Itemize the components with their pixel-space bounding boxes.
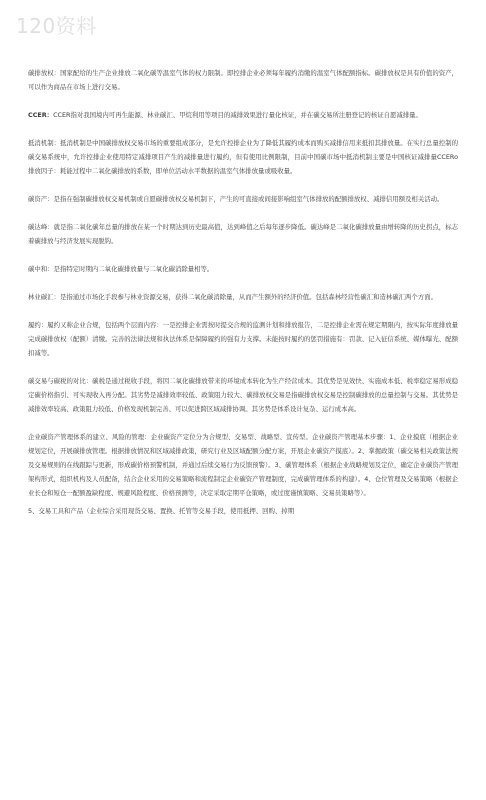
paragraph-text: 碳排放权：国家配给的生产企业排放二氧化碳等温室气体的权力限制。即控排企业必须每年履约消缴的温室气体配额指标。碳排放权是具有价值的资产，可以作为商品在市场上进行交易。 bbox=[28, 69, 458, 91]
document-body bbox=[28, 66, 458, 532]
paragraph-text: 碳中和：是指特定时期内二氧化碳排放量与二氧化碳消除量相等。 bbox=[28, 265, 214, 273]
paragraph bbox=[28, 262, 458, 276]
watermark-text: 120资料 bbox=[16, 14, 97, 38]
paragraph bbox=[28, 108, 458, 122]
term-label: CCER： bbox=[28, 111, 54, 119]
paragraph-text: 碳资产：是指在强制碳排放权交易机制或自愿碳排放权交易机制下，产生的可直接或间接影响组室气体排放的配额排放权、减排信用额及相关活动。 bbox=[28, 195, 444, 203]
paragraph-text: 5、交易工具和产品（企业综合采用现货交易、置换、托管等交易手段，使用抵押、回购、掉期 bbox=[28, 507, 295, 515]
paragraph-text: 履约：履约又称企业合规，包括两个层面内容：一是控排企业需按时提交合规的监测计划和排放报告，二是控排企业需在规定期限内，按实际年度排放量完成碳排放权（配额）清缴。完善的法律法规和执法体系是保障履约的强有力支撑。未能按时履约的惩罚措施有：罚款、记入征信系统、媒体曝光、配额扣减等。 bbox=[28, 321, 458, 357]
paragraph-text: 林业碳汇：是指通过市场化手段参与林业资源交易，获得二氧化碳消除量，从而产生额外的经济价值。包括森林经营性碳汇和造林碳汇两个方面。 bbox=[28, 293, 437, 301]
paragraph bbox=[28, 374, 458, 416]
paragraph-text: 碳交易与碳税的对比：碳税是通过税收手段，将因二氧化碳排放带来的环境成本转化为生产经营成本。其优势是见效快、实施成本低、税率稳定易形成稳定碳价格指引、可实现收入再分配。其劣势是减排效率较低、政策阻力较大、碳排放权交易是指碳排放权交易是控制碳排放的总量控制与交易。其优势是减排效率较高、政策阻力较低、价格发现机制完善、可以促进跨区域减排协调。其劣势是体系设计复杂、运行成本高。 bbox=[28, 377, 458, 413]
paragraph bbox=[28, 220, 458, 248]
paragraph-text: CCER指对我国境内可再生能源、林业碳汇、甲烷利用等项目的减排效果进行量化核证，并在碳交易所注册登记的核证自愿减排量。 bbox=[53, 111, 422, 119]
paragraph-text: 企业碳资产管理体系的建立、风险的管理：企业碳资产定位分为合规型、交易型、战略型、宣传型。企业碳资产管理基本步骤：1、企业摸底（根据企业规划定位，开展碳排放管理。根据排放情况和区域减排政策，研究行业及区域配额分配方案，开展企业碳资产摸底）。2、掌握政策（碳交易相关政策法规及交易规则的在线跟踪与更新，形成碳价格预警机制，并通过后续交易行为反馈预警）。3、碳管理体系（根据企业战略规划及定位，确定企业碳资产管理架构形式，组织机构及人员配备，结合企业采用的交易策略和流程制定企业碳资产管理制度，完成碳管理体系的构建）。4、仓位管理及交易策略（根据企业长仓和短仓一配额盈缺程度、规避风险程度、价格预测等，决定采取定期平仓策略，或过度谨慎策略、交易员策略等）。 bbox=[28, 433, 458, 497]
paragraph bbox=[28, 136, 458, 178]
paragraph bbox=[28, 318, 458, 360]
paragraph bbox=[28, 66, 458, 94]
paragraph-text: 碳达峰：就是指二氧化碳年总量的排放在某一个时期达到历史最高值，达到峰值之后每年逐步降低。碳达峰是二氧化碳排放量由增转降的历史拐点，标志着碳排放与经济发展实现脱钩。 bbox=[28, 223, 458, 245]
paragraph bbox=[28, 430, 458, 500]
paragraph bbox=[28, 504, 458, 518]
paragraph bbox=[28, 290, 458, 304]
paragraph-text: 抵消机制：抵消机制是中国碳排放权交易市场的重要组成部分，是允许控排企业为了降低其履约成本而购买减排信用来抵扣其排放量。在实行总量控制的碳交易系统中，允许控排企业使用特定减排项目产生的减排量进行履约，但有使用比例限制，目前中国碳市场中抵消机制主要是中国核证减排量CCERo排放因子：耗能过程中二氧化碳排放的系数，即单位活动水平数据的温室气体排放量或吸收量。 bbox=[28, 139, 458, 175]
paragraph bbox=[28, 192, 458, 206]
